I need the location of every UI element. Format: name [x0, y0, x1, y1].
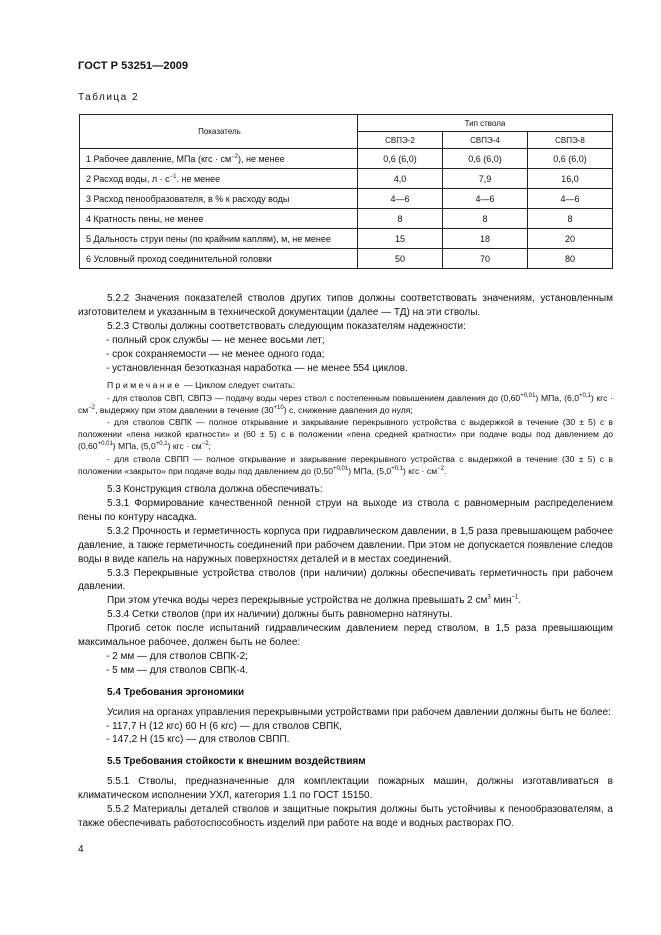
list-item: - 5 мм — для стволов СВПК-4.	[106, 664, 248, 676]
table-row: 2 Расход воды, $л \cdot с^{-1}$. не менее 4,0 7,9 16,0	[80, 169, 613, 189]
section-heading-5-4: 5.4 Требования эргономики	[107, 686, 245, 698]
page-number: 4	[78, 844, 84, 855]
note-item: - для стволов СВПК — полное открывание и закрывание перекрывного устройства с выдержкой в течение (30 ± 5) с в положении «пена низкой кратности» и (60 ± 5) с в положении «пена средней кратности» при подаче воды под давлением до $(0,60^{+0,01})$ МПа, $(5,0^{+0,1})$ кгс · $см^{-2}$;	[78, 417, 613, 452]
note-title: Примечание — Циклом следует считать:	[107, 380, 295, 391]
list-item: - срок сохраняемости — не менее одного года;	[106, 348, 325, 360]
paragraph-5-3-4-deflection: Прогиб сеток после испытаний гидравлическим давлением перед стволом, в 1,5 раза превышающим максимальное рабочее, должен быть не более:	[78, 623, 613, 649]
table-row: 5 Дальность струи пены (по крайним каплям), м, не менее 15 18 20	[80, 229, 613, 249]
list-item: - 147,2 Н (15 кгс) — для стволов СВПП.	[106, 734, 290, 746]
header-parameter: Показатель	[80, 115, 358, 149]
paragraph-5-3-3: 5.3.3 Перекрывные устройства стволов (при наличии) должны обеспечивать герметичность при рабочем давлении.	[78, 567, 613, 593]
table-caption: Таблица 2	[78, 92, 140, 103]
note-item: - для стволов СВП, СВПЭ — подачу воды через ствол с постепенным повышением давления до $(0,60^{+0,01})$ МПа, $(6,0^{+0,1})$ кгс · $см^{-2}$, выдержку при этом давлении в течение $(30^{+10})$ с, снижение давления до нуля;	[78, 392, 613, 415]
paragraph-5-3: 5.3 Конструкция ствола должна обеспечивать:	[107, 484, 323, 496]
document-header: ГОСТ Р 53251—2009	[78, 60, 189, 72]
table-row: 6 Условный проход соединительной головки 50 70 80	[80, 249, 613, 269]
table-row: 1 Рабочее давление, МПа $(кгс \cdot см^{-2})$, не менее 0,6 (6,0) 0,6 (6,0) 0,6 (6,0)	[80, 149, 613, 169]
specs-table	[79, 114, 613, 269]
document-body	[78, 292, 613, 831]
note-item: - для ствола СВПП — полное открывание и закрывание перекрывного устройства с выдержкой в течение (30 ± 5) с в положении «закрыто» при подаче воды под давлением до $(0,50^{+0,01})$ МПа, $(5,0^{+0,1})$ кгс · $см^{-2}$.	[78, 453, 613, 476]
header-col-3: СВПЭ-8	[527, 132, 612, 149]
header-barrel-type: Тип ствола	[357, 115, 612, 132]
paragraph-5-5-2: 5.5.2 Материалы деталей стволов и защитные покрытия должны быть устойчивы к пенообразователям, а также обеспечивать работоспособность изделий при работе на воде и водных растворах ПО.	[78, 804, 613, 829]
paragraph-5-3-2: 5.3.2 Прочность и герметичность корпуса при гидравлическом давлении, в 1,5 раза превышающем рабочее давление, а также герметичность соединений при рабочем давлении. При этом не допускается появление следов воды в виде капель на наружных поверхностях деталей и в местах соединений.	[78, 525, 613, 565]
table-row: 4 Кратность пены, не менее 8 8 8	[80, 209, 613, 229]
list-item: - полный срок службы — не менее восьми лет;	[106, 334, 325, 346]
paragraph-5-3-3-leak: При этом утечка воды через перекрывные устройства не должна превышать 2 $см^3$ мин$^{-1}$.	[107, 594, 522, 607]
list-item: - 117,7 Н (12 кгс) 60 Н (6 кгс) — для стволов СВПК,	[106, 720, 342, 732]
paragraph-5-3-4: 5.3.4 Сетки стволов (при их наличии) должны быть равномерно натянуты.	[107, 609, 453, 621]
paragraph-5-3-1: 5.3.1 Формирование качественной пенной струи на выходе из ствола с равномерным распределением пены по контуру насадка.	[78, 497, 613, 523]
paragraph-5-2-3: 5.2.3 Стволы должны соответствовать следующим показателям надежности:	[107, 320, 466, 332]
section-heading-5-5: 5.5 Требования стойкости к внешним воздействиям	[107, 756, 366, 768]
header-col-1: СВПЭ-2	[357, 132, 442, 149]
list-item: - 2 мм — для стволов СВПК-2;	[106, 650, 248, 662]
paragraph-5-5-1: 5.5.1 Стволы, предназначенные для комплектации пожарных машин, должны изготавливаться в климатическом исполнении УХЛ, категория 1.1 по ГОСТ 15150.	[78, 776, 613, 802]
header-col-2: СВПЭ-4	[442, 132, 527, 149]
table-row: 3 Расход пенообразователя, в % к расходу воды 4—6 4—6 4—6	[80, 189, 613, 209]
paragraph-5-4: Усилия на органах управления перекрывными устройствами при рабочем давлении должны быть не более:	[107, 706, 611, 718]
list-item: - установленная безотказная наработка — не менее 554 циклов.	[106, 362, 408, 374]
paragraph-5-2-2: 5.2.2 Значения показателей стволов других типов должны соответствовать значениям, установленным изготовителем и указанным в технической документации (далее — ТД) на эти стволы.	[78, 293, 613, 318]
